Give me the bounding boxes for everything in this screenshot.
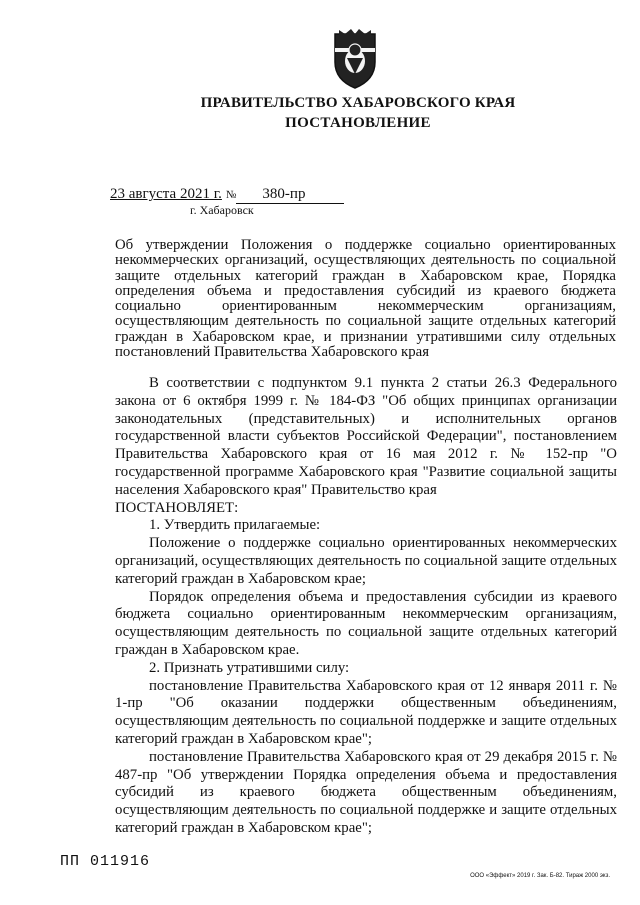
item-2-decree-2015: постановление Правительства Хабаровского края от 29 декабря 2015 г. № 487-пр "Об утверждении Порядка определения объема и предоставления субсидий из краевого бюджета общественным объединениям, осуществляющим деятельность по социальной поддержке и защите отдельных категорий граждан в Хабаровском крае"; (115, 748, 617, 836)
printer-imprint: ООО «Эффект» 2019 г. Зак. Б-82. Тираж 2000 экз. (470, 873, 610, 879)
item-2-decree-2011: постановление Правительства Хабаровского края от 12 января 2011 г. № 1-пр "Об оказании поддержки общественным объединениям, осуществляющим деятельность по социальной поддержке и защите отдельных категорий граждан в Хабаровском крае"; (115, 677, 617, 747)
issue-city: г. Хабаровск (190, 203, 254, 217)
decree-word: ПОСТАНОВЛЯЕТ: (115, 499, 239, 516)
document-subject: Об утверждении Положения о поддержке социально ориентированных некоммерческих организаций, осуществляющих деятельность по социальной защите отдельных категорий граждан в Хабаровском крае, Порядка определения объема и предоставления субсидий из краевого бюджета социально ориентированным некоммерческим организациям, осуществляющим деятельность по социальной защите отдельных категорий граждан в Хабаровском крае, и признании утратившими силу отдельных постановлений Правительства Хабаровского края (115, 237, 616, 361)
government-title: ПРАВИТЕЛЬСТВО ХАБАРОВСКОГО КРАЯ (200, 95, 516, 111)
number-sign: № (225, 189, 237, 201)
item-1: 1. Утвердить прилагаемые: (149, 517, 321, 534)
document-date: 23 августа 2021 г. (110, 186, 222, 202)
item-1-regulation: Положение о поддержке социально ориентированных некоммерческих организаций, осуществляющих деятельность по социальной защите отдельных категорий граждан в Хабаровском крае; (115, 535, 617, 587)
preamble-paragraph: В соответствии с подпунктом 9.1 пункта 2 статьи 26.3 Федерального закона от 6 октября 1999 г. № 184-ФЗ "Об общих принципах организации законодательных (представительных) и исполнительных органов государственной власти субъектов Российской Федерации", постановлением Правительства Хабаровского края от 16 мая 2012 г. № 152-пр "О государственной программе Хабаровского края "Развитие социальной защиты населения Хабаровского края" Правительство края (115, 375, 617, 498)
form-code: ПП 011916 (60, 853, 151, 870)
document-body (115, 375, 617, 838)
item-1-procedure: Порядок определения объема и предоставления субсидии из краевого бюджета социально ориентированным некоммерческим организациям, осуществляющим деятельность по социальной защите отдельных категорий граждан в Хабаровском крае. (115, 588, 617, 658)
date-number-line (110, 186, 344, 204)
khabarovsk-coat-of-arms-icon (331, 28, 379, 90)
document-number: 380-пр (236, 186, 344, 204)
document-type-title: ПОСТАНОВЛЕНИЕ (285, 115, 431, 131)
item-2: 2. Признать утратившими силу: (149, 659, 350, 676)
